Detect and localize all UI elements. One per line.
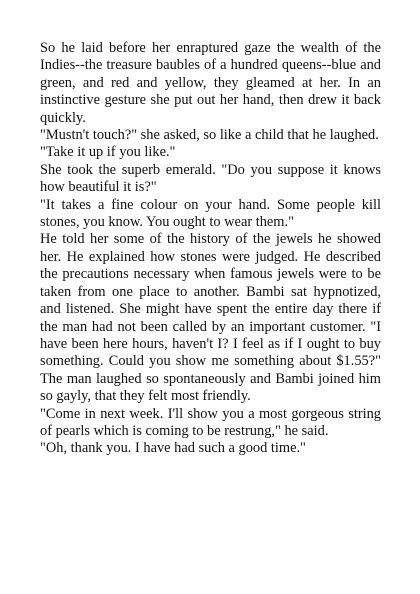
paragraph-thank-you: "Oh, thank you. I have had such a good time." [40, 440, 306, 457]
paragraph-fine-colour: "It takes a fine colour on your hand. Some people kill stones, you know. You ought to wear them." [40, 196, 381, 231]
paragraph-take-it-up: "Take it up if you like." [40, 144, 176, 161]
paragraph-mustnt-touch: "Mustn't touch?" she asked, so like a child that he laughed. [40, 127, 379, 144]
paragraph-jewels-intro: So he laid before her enraptured gaze the wealth of the Indies--the treasure baubles of a hundred queens--blue and green, and red and yellow, they gleamed at her. In an instinctive gesture she put out her hand, then drew it back quickly. [40, 40, 381, 126]
paragraph-history: He told her some of the history of the jewels he showed her. He explained how stones were judged. He described the precautions necessary when famous jewels were to be taken from one place to another. Bambi sat hypnotized, and listened. She might have spent the entire day there if the man had not been called by an important customer. "I have been here hours, haven't I? I feel as if I ought to buy something. Could you show me something about $1.55?" The man laughed so spontaneously and Bambi joined him so gayly, that they felt most friendly. [40, 231, 381, 405]
paragraph-next-week: "Come in next week. I'll show you a most gorgeous string of pearls which is coming to be restrung," he said. [40, 405, 381, 439]
page-text [40, 40, 381, 458]
paragraph-emerald: She took the superb emerald. "Do you suppose it knows how beautiful it is?" [40, 161, 381, 196]
